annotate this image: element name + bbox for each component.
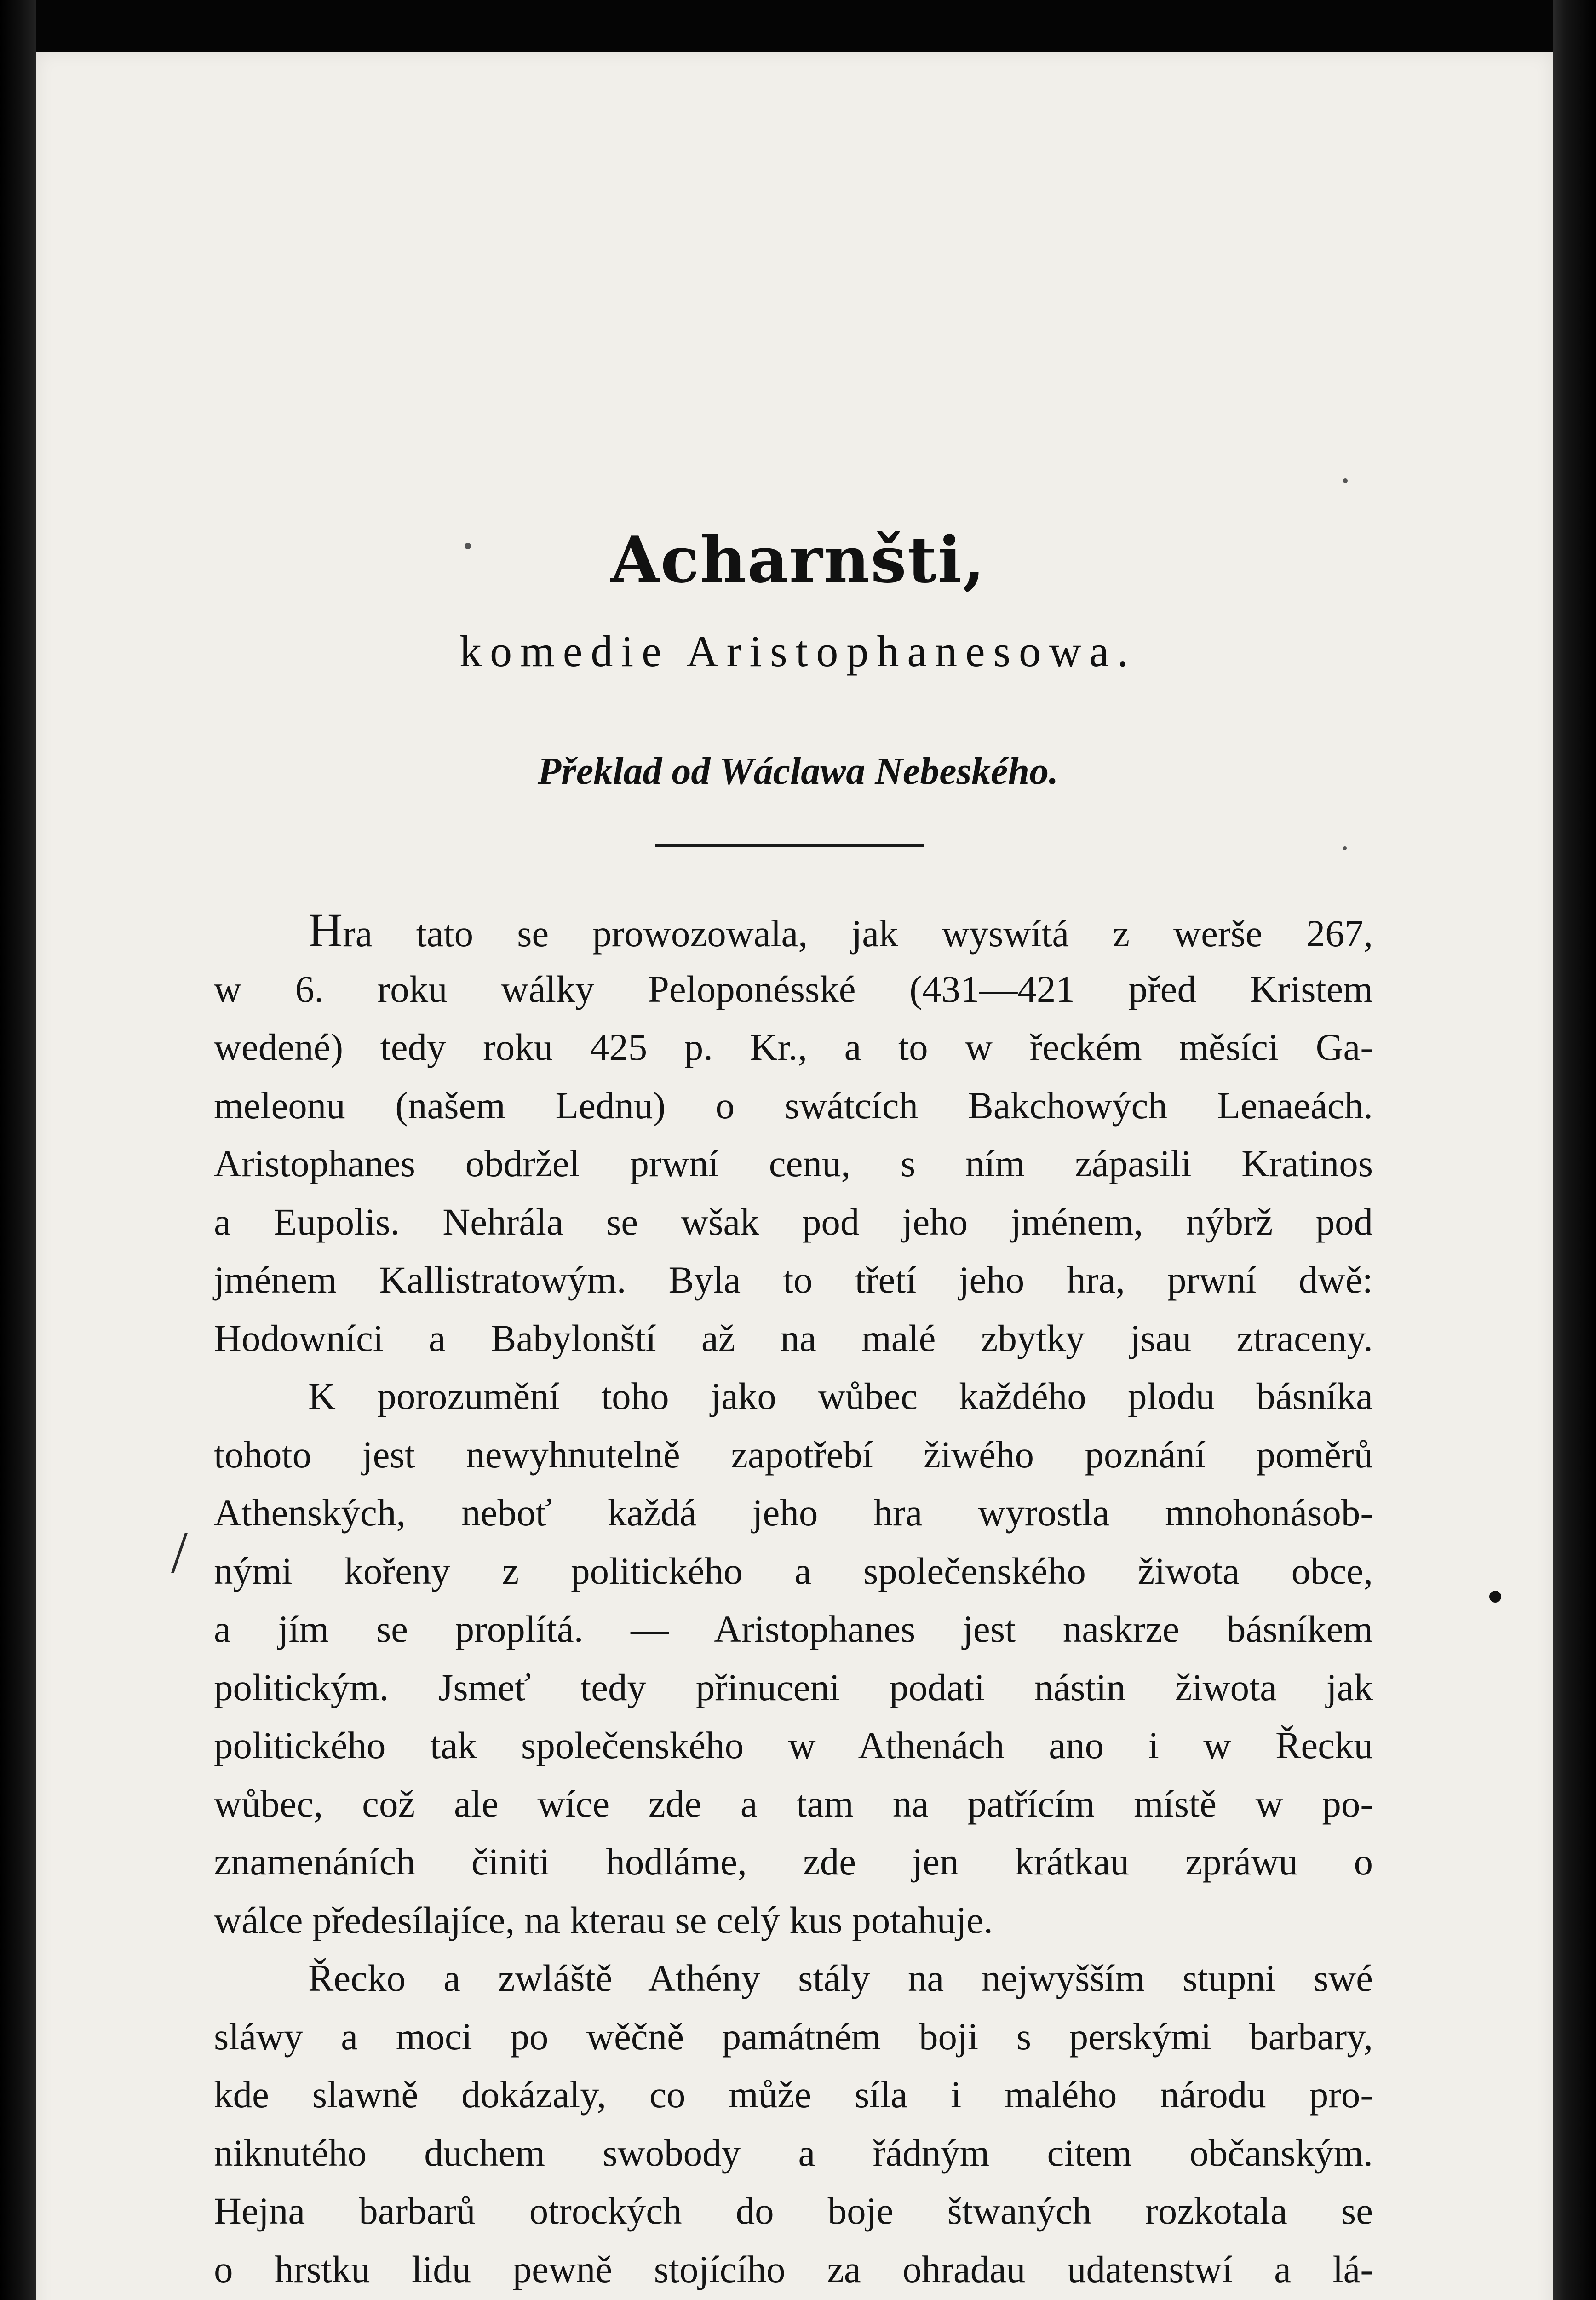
text-line: politického tak společenského w Athenách ano i w Řecku <box>214 1724 1373 1766</box>
text-line: Athenských, neboť každá jeho hra wyrostla mnohonásob- <box>214 1491 1373 1534</box>
paper-speck <box>465 543 471 549</box>
text-line <box>214 2298 1373 2300</box>
margin-ink-dot <box>1489 1591 1501 1603</box>
text-line: K porozumění toho jako wůbec každého plodu básníka <box>308 1375 1373 1417</box>
paper-speck <box>1343 846 1347 850</box>
text-line: jménem Kallistratowým. Byla to třetí jeho hra, prwní dwě: <box>214 1259 1373 1301</box>
text-line: tohoto jest newyhnutelně zapotřebí žiwého poznání poměrů <box>214 1433 1373 1476</box>
text-line: Aristophanes obdržel prwní cenu, s ním zápasili Kratinos <box>214 1142 1373 1184</box>
text-line: Hodowníci a Babylonští až na malé zbytky jsau ztraceny. <box>214 1317 1373 1359</box>
text-line: wedené) tedy roku 425 p. Kr., a to w řeckém měsíci Ga- <box>214 1026 1373 1068</box>
text-line: a Eupolis. Nehrála se wšak pod jeho jménem, nýbrž pod <box>214 1200 1373 1243</box>
text-line: znamenáních činiti hodláme, zde jen krátkau zpráwu o <box>214 1840 1373 1883</box>
text-line: w 6. roku wálky Peloponésské (431—421 před Kristem <box>214 967 1373 1010</box>
play-title: Acharnšti, <box>610 522 986 597</box>
text-line: Hejna barbarů otrockých do boje štwaných rozkotala se <box>214 2190 1373 2232</box>
text-line: meleonu (našem Lednu) o swátcích Bakchowých Lenaeách. <box>214 1084 1373 1127</box>
text-line: wůbec, což ale wíce zde a tam na patřícím místě w po- <box>214 1782 1373 1825</box>
text-line: kde slawně dokázaly, co může síla i malého národu pro- <box>214 2073 1373 2116</box>
play-subtitle: komedie Aristophanesowa. <box>459 627 1137 676</box>
text-line: niknutého duchem swobody a řádným citem občanským. <box>214 2131 1373 2174</box>
margin-pencil-mark: / <box>171 1519 188 1586</box>
body-text <box>214 902 1373 2300</box>
scan-left-edge <box>0 0 36 2300</box>
translator-credit: Překlad od Wáclawa Nebeského. <box>537 750 1059 793</box>
title-divider-rule <box>655 844 924 847</box>
text-line: politickým. Jsmeť tedy přinuceni podati nástin žiwota jak <box>214 1666 1373 1708</box>
scan-right-edge <box>1553 0 1596 2300</box>
text-line: sláwy a moci po wěčně památném boji s perskými barbary, <box>214 2015 1373 2058</box>
text-line: nými kořeny z politického a společenského žiwota obce, <box>214 1549 1373 1592</box>
text-line: wálce předesílajíce, na kterau se celý kus potahuje. <box>214 1898 993 1941</box>
text-line: o hrstku lidu pewně stojícího za ohradau udatenstwí a lá- <box>214 2248 1373 2290</box>
text-line: a jím se proplítá. — Aristophanes jest naskrze básníkem <box>214 1608 1373 1650</box>
text-line: Hra tato se prowozowala, jak wyswítá z werše 267, <box>308 904 1373 957</box>
paper-speck <box>1343 478 1348 483</box>
text-line: Řecko a zwláště Athény stály na nejwyšším stupni swé <box>308 1957 1373 1999</box>
